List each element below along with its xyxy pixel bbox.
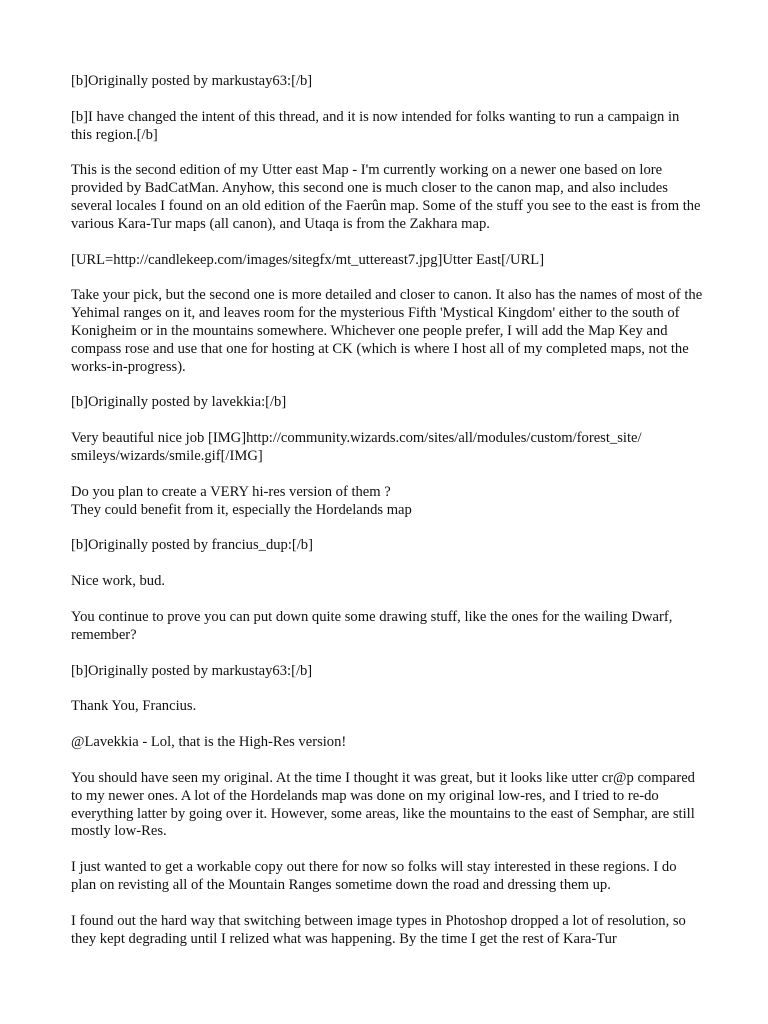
quote-header: [b]Originally posted by markustay63:[/b] [71,73,313,89]
paragraph: @Lavekkia - Lol, that is the High-Res version! [71,734,347,751]
paragraph: Very beautiful nice job [IMG]http://community.wizards.com/sites/all/modules/custom/forest_site/ smileys/wizards/smile.gif[/IMG] [71,430,642,464]
document-page [71,73,706,966]
paragraph: Nice work, bud. [71,573,166,590]
paragraph: I just wanted to get a workable copy out there for now so folks will stay interested in these regions. I do plan on revisting all of the Mountain Ranges sometime down the road and dressing them up. [71,859,681,893]
paragraph: Thank You, Francius. [71,698,197,715]
quote-header: [b]Originally posted by markustay63:[/b] [71,662,313,679]
paragraph: You should have seen my original. At the time I thought it was great, but it looks like utter cr@p compared to my newer ones. A lot of the Hordelands map was done on my original low-res, and I tried to re-do everything latter by going over it. However, some areas, like the mountains to the east of Semphar, are still mostly low-Res. [71,769,699,840]
paragraph: I found out the hard way that switching between image types in Photoshop dropped a lot of resolution, so they kept degrading until I relized what was happening. By the time I get the rest of Kara-Tur [71,912,690,947]
paragraph: Take your pick, but the second one is more detailed and closer to canon. It also has the names of most of the Yehimal ranges on it, and leaves room for the mysterious Fifth 'Mystical Kingdom' either to the south of Konigheim or in the mountains somewhere. Whichever one people prefer, I will add the Map Key and compass rose and use that one for hosting at CK (which is where I host all of my completed maps, not the works-in-progress). [71,287,706,375]
quote-header: [b]Originally posted by lavekkia:[/b] [71,394,287,411]
quote-header: [b]Originally posted by francius_dup:[/b] [71,537,313,554]
url-tag-text: [URL=http://candlekeep.com/images/sitegfx/mt_uttereast7.jpg]Utter East[/URL] [71,251,545,268]
paragraph: [b]I have changed the intent of this thread, and it is now intended for folks wanting to run a campaign in this region.[/b] [71,108,683,143]
paragraph: You continue to prove you can put down quite some drawing stuff, like the ones for the wailing Dwarf, remember? [71,608,676,643]
paragraph: This is the second edition of my Utter east Map - I'm currently working on a newer one based on lore provided by BadCatMan. Anyhow, this second one is much closer to the canon map, and also includes several locales I found on an old edition of the Faerûn map. Some of the stuff you see to the east is from the various Kara-Tur maps (all canon), and Utaqa is from the Zakhara map. [71,162,705,232]
paragraph: Do you plan to create a VERY hi-res version of them ? They could benefit from it, especially the Hordelands map [71,483,412,518]
